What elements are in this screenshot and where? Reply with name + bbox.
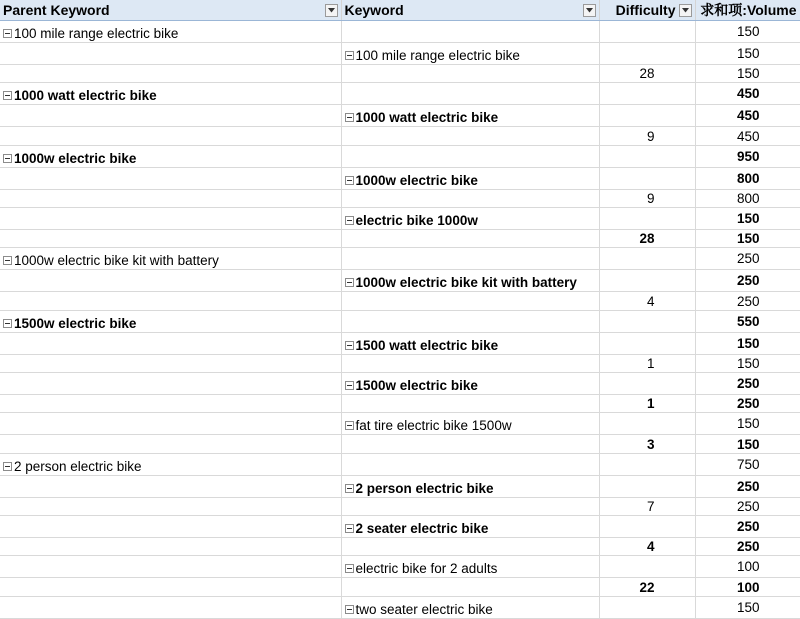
keyword-cell	[341, 332, 599, 354]
keyword-cell	[341, 475, 599, 497]
parent-keyword-cell-content	[3, 150, 136, 167]
keyword-cell	[341, 21, 599, 43]
volume-cell	[695, 596, 800, 618]
keyword-cell	[341, 497, 599, 515]
collapse-toggle-icon[interactable]	[345, 564, 354, 573]
difficulty-cell-content	[647, 436, 655, 453]
keyword-cell	[341, 83, 599, 105]
volume-cell-text: 150	[736, 231, 760, 247]
keyword-cell	[341, 43, 599, 65]
keyword-filter-button[interactable]	[583, 4, 596, 17]
keyword-cell	[341, 65, 599, 83]
volume-cell-text: 800	[736, 170, 760, 186]
difficulty-cell	[599, 21, 695, 43]
difficulty-header-label: Difficulty	[615, 2, 676, 18]
parent-keyword-header-label: Parent Keyword	[3, 2, 110, 18]
collapse-toggle-icon[interactable]	[345, 605, 354, 614]
difficulty-cell	[599, 270, 695, 292]
table-row	[0, 516, 800, 538]
volume-cell-text: 150	[736, 335, 760, 351]
volume-cell-content	[737, 210, 760, 227]
difficulty-cell	[599, 43, 695, 65]
keyword-cell-text: 1500w electric bike	[355, 378, 478, 394]
keyword-cell-content	[345, 337, 499, 354]
table-row	[0, 310, 800, 332]
keyword-cell	[341, 248, 599, 270]
difficulty-header	[599, 0, 695, 21]
parent-keyword-cell	[0, 475, 341, 497]
parent-keyword-cell	[0, 145, 341, 167]
difficulty-cell-content	[639, 230, 654, 247]
collapse-toggle-icon[interactable]	[3, 29, 12, 38]
collapse-toggle-icon[interactable]	[345, 484, 354, 493]
difficulty-cell	[599, 578, 695, 596]
parent-keyword-filter-button[interactable]	[325, 4, 338, 17]
volume-cell-content	[737, 230, 760, 247]
difficulty-cell-content	[647, 538, 655, 555]
table-row	[0, 354, 800, 372]
table-row	[0, 65, 800, 83]
keyword-cell-text: fat tire electric bike 1500w	[355, 418, 512, 434]
volume-cell-content	[737, 45, 760, 62]
keyword-cell-text: electric bike 1000w	[355, 213, 478, 229]
keyword-cell	[341, 578, 599, 596]
difficulty-cell	[599, 354, 695, 372]
table-row	[0, 292, 800, 310]
keyword-cell	[341, 413, 599, 435]
table-row	[0, 270, 800, 292]
volume-cell	[695, 475, 800, 497]
collapse-toggle-icon[interactable]	[345, 176, 354, 185]
volume-cell	[695, 453, 800, 475]
table-row	[0, 556, 800, 578]
table-row	[0, 21, 800, 43]
keyword-cell	[341, 538, 599, 556]
keyword-cell-content	[345, 480, 494, 497]
parent-keyword-cell	[0, 395, 341, 413]
volume-cell-content	[737, 170, 760, 187]
volume-cell-content	[737, 23, 760, 40]
difficulty-cell-text: 1	[646, 355, 655, 371]
collapse-toggle-icon[interactable]	[345, 524, 354, 533]
volume-cell	[695, 435, 800, 453]
difficulty-cell-text: 9	[646, 190, 655, 206]
volume-cell-content	[737, 579, 760, 596]
difficulty-cell	[599, 538, 695, 556]
parent-keyword-cell-content	[3, 315, 136, 332]
volume-cell	[695, 167, 800, 189]
volume-cell-content	[737, 148, 760, 165]
table-row	[0, 230, 800, 248]
volume-cell-text: 250	[736, 498, 760, 514]
collapse-toggle-icon[interactable]	[345, 278, 354, 287]
volume-cell-text: 250	[736, 293, 760, 309]
collapse-toggle-icon[interactable]	[345, 113, 354, 122]
keyword-cell	[341, 189, 599, 207]
parent-keyword-cell	[0, 332, 341, 354]
volume-cell	[695, 248, 800, 270]
table-row	[0, 167, 800, 189]
volume-cell-text: 150	[736, 599, 760, 615]
keyword-cell	[341, 230, 599, 248]
volume-cell-content	[737, 313, 760, 330]
keyword-cell	[341, 373, 599, 395]
volume-cell	[695, 145, 800, 167]
volume-cell-text: 800	[736, 190, 760, 206]
difficulty-cell-text: 7	[646, 498, 655, 514]
parent-keyword-cell	[0, 453, 341, 475]
table-row	[0, 395, 800, 413]
difficulty-cell-text: 28	[639, 66, 655, 82]
difficulty-cell-text: 3	[646, 436, 655, 452]
collapse-toggle-icon[interactable]	[3, 91, 12, 100]
volume-cell-text: 250	[736, 376, 760, 392]
keyword-cell	[341, 105, 599, 127]
volume-cell-text: 250	[736, 539, 760, 555]
keyword-cell-text: two seater electric bike	[355, 601, 493, 617]
volume-cell-text: 150	[736, 355, 760, 371]
parent-keyword-cell-content	[3, 458, 142, 475]
volume-cell	[695, 83, 800, 105]
keyword-cell-content	[345, 560, 498, 577]
table-row	[0, 105, 800, 127]
difficulty-cell-content	[647, 355, 655, 372]
difficulty-cell	[599, 127, 695, 145]
keyword-cell	[341, 310, 599, 332]
volume-cell	[695, 373, 800, 395]
header-row	[0, 0, 800, 21]
difficulty-cell	[599, 145, 695, 167]
keyword-cell	[341, 453, 599, 475]
keyword-cell-text: 100 mile range electric bike	[355, 48, 520, 63]
volume-cell-text: 150	[736, 66, 760, 82]
volume-cell-text: 150	[736, 416, 760, 432]
volume-cell-content	[737, 375, 760, 392]
table-row	[0, 453, 800, 475]
volume-cell	[695, 516, 800, 538]
difficulty-cell	[599, 453, 695, 475]
volume-cell	[695, 578, 800, 596]
volume-cell	[695, 65, 800, 83]
volume-cell-text: 250	[736, 251, 760, 267]
keyword-cell	[341, 596, 599, 618]
parent-keyword-cell-content	[3, 87, 157, 104]
table-row	[0, 578, 800, 596]
difficulty-cell	[599, 497, 695, 515]
volume-cell-content	[737, 85, 760, 102]
parent-keyword-cell	[0, 556, 341, 578]
volume-cell-text: 450	[736, 128, 760, 144]
volume-cell-content	[737, 498, 760, 515]
parent-keyword-cell-text: 1000 watt electric bike	[14, 88, 157, 104]
collapse-toggle-icon[interactable]	[345, 51, 354, 60]
volume-cell	[695, 189, 800, 207]
volume-cell-content	[737, 272, 760, 289]
table-row	[0, 413, 800, 435]
keyword-cell-text: 2 seater electric bike	[355, 521, 489, 537]
volume-cell	[695, 292, 800, 310]
parent-keyword-cell	[0, 167, 341, 189]
difficulty-cell	[599, 83, 695, 105]
volume-cell-content	[737, 478, 760, 495]
keyword-header-label: Keyword	[344, 2, 404, 18]
keyword-cell	[341, 127, 599, 145]
keyword-cell	[341, 435, 599, 453]
difficulty-cell-text: 9	[646, 128, 655, 144]
keyword-cell-content	[345, 47, 520, 64]
parent-keyword-cell	[0, 516, 341, 538]
table-row	[0, 332, 800, 354]
difficulty-filter-button[interactable]	[679, 4, 692, 17]
difficulty-cell	[599, 516, 695, 538]
keyword-cell-content	[345, 377, 478, 394]
collapse-toggle-icon[interactable]	[345, 341, 354, 350]
keyword-cell	[341, 354, 599, 372]
parent-keyword-cell-text: 1000w electric bike	[14, 150, 137, 166]
difficulty-cell	[599, 105, 695, 127]
parent-keyword-cell	[0, 292, 341, 310]
volume-cell	[695, 556, 800, 578]
difficulty-cell	[599, 230, 695, 248]
collapse-toggle-icon[interactable]	[3, 154, 12, 163]
volume-header-label: 求和项:Volume	[700, 2, 797, 18]
volume-cell	[695, 332, 800, 354]
difficulty-cell	[599, 413, 695, 435]
volume-cell-content	[737, 538, 760, 555]
keyword-cell-text: 1000 watt electric bike	[355, 110, 499, 126]
keyword-cell	[341, 292, 599, 310]
table-row	[0, 43, 800, 65]
table-row	[0, 83, 800, 105]
parent-keyword-cell	[0, 105, 341, 127]
collapse-toggle-icon[interactable]	[345, 216, 354, 225]
volume-cell-content	[737, 65, 760, 82]
volume-cell-content	[737, 395, 760, 412]
parent-keyword-cell	[0, 270, 341, 292]
keyword-cell	[341, 208, 599, 230]
volume-cell-content	[737, 250, 760, 267]
table-row	[0, 497, 800, 515]
difficulty-cell-content	[647, 395, 655, 412]
keyword-cell	[341, 516, 599, 538]
volume-cell-text: 100	[736, 559, 760, 575]
volume-cell-text: 250	[736, 478, 760, 494]
volume-cell	[695, 105, 800, 127]
volume-cell-text: 250	[736, 519, 760, 535]
parent-keyword-cell	[0, 248, 341, 270]
parent-keyword-cell	[0, 354, 341, 372]
difficulty-cell	[599, 167, 695, 189]
volume-cell-content	[737, 415, 760, 432]
parent-keyword-cell-text: 100 mile range electric bike	[14, 26, 179, 41]
parent-keyword-header	[0, 0, 341, 21]
difficulty-cell	[599, 292, 695, 310]
table-row	[0, 145, 800, 167]
difficulty-cell	[599, 65, 695, 83]
volume-cell-content	[737, 107, 760, 124]
keyword-cell-content	[345, 417, 512, 434]
volume-cell-text: 150	[736, 211, 760, 227]
difficulty-cell	[599, 189, 695, 207]
volume-cell-content	[737, 558, 760, 575]
volume-cell	[695, 413, 800, 435]
volume-cell-text: 250	[736, 273, 760, 289]
parent-keyword-cell	[0, 413, 341, 435]
parent-keyword-cell	[0, 43, 341, 65]
volume-cell-text: 150	[736, 24, 760, 39]
volume-cell-content	[737, 456, 760, 473]
collapse-toggle-icon[interactable]	[3, 462, 12, 471]
difficulty-cell-content	[647, 498, 655, 515]
volume-cell-content	[737, 518, 760, 535]
table-row	[0, 127, 800, 145]
keyword-cell	[341, 395, 599, 413]
volume-cell	[695, 538, 800, 556]
volume-cell-text: 450	[736, 108, 760, 124]
keyword-cell-content	[345, 274, 577, 291]
keyword-header	[341, 0, 599, 21]
parent-keyword-cell-content	[3, 252, 219, 269]
keyword-cell-text: 1500 watt electric bike	[355, 337, 499, 353]
table-row	[0, 538, 800, 556]
volume-cell	[695, 395, 800, 413]
parent-keyword-cell	[0, 65, 341, 83]
difficulty-cell-content	[639, 65, 654, 82]
volume-cell-text: 150	[736, 46, 760, 61]
table-row	[0, 208, 800, 230]
keyword-cell-text: 1000w electric bike	[355, 172, 478, 188]
difficulty-cell-text: 22	[639, 579, 655, 595]
parent-keyword-cell	[0, 21, 341, 43]
keyword-cell-content	[345, 212, 478, 229]
parent-keyword-cell	[0, 230, 341, 248]
volume-cell	[695, 310, 800, 332]
volume-cell	[695, 127, 800, 145]
table-body	[0, 21, 800, 619]
volume-cell-text: 100	[736, 579, 760, 595]
table-row	[0, 373, 800, 395]
parent-keyword-cell	[0, 83, 341, 105]
collapse-toggle-icon[interactable]	[345, 381, 354, 390]
volume-cell-text: 950	[736, 148, 760, 164]
difficulty-cell-content	[639, 579, 654, 596]
volume-cell	[695, 208, 800, 230]
difficulty-cell-content	[647, 293, 655, 310]
volume-cell	[695, 354, 800, 372]
volume-cell-text: 250	[736, 396, 760, 412]
volume-cell-content	[737, 599, 760, 616]
difficulty-cell-text: 28	[639, 231, 655, 247]
keyword-cell-text: 2 person electric bike	[355, 480, 494, 496]
volume-cell	[695, 43, 800, 65]
table-row	[0, 189, 800, 207]
volume-cell-content	[737, 128, 760, 145]
table-row	[0, 248, 800, 270]
collapse-toggle-icon[interactable]	[3, 256, 12, 265]
chevron-down-icon	[586, 8, 593, 13]
parent-keyword-cell-text: 2 person electric bike	[14, 458, 142, 474]
difficulty-cell	[599, 596, 695, 618]
volume-cell	[695, 497, 800, 515]
keyword-cell	[341, 556, 599, 578]
table-row	[0, 435, 800, 453]
collapse-toggle-icon[interactable]	[345, 421, 354, 430]
parent-keyword-cell-text: 1000w electric bike kit with battery	[14, 253, 219, 269]
chevron-down-icon	[682, 8, 689, 13]
volume-cell-text: 450	[736, 86, 760, 102]
parent-keyword-cell	[0, 497, 341, 515]
difficulty-cell	[599, 208, 695, 230]
difficulty-cell-text: 4	[646, 293, 655, 309]
parent-keyword-cell	[0, 578, 341, 596]
keyword-cell-content	[345, 172, 478, 189]
keyword-cell	[341, 145, 599, 167]
parent-keyword-cell-text: 1500w electric bike	[14, 315, 137, 331]
keyword-cell	[341, 167, 599, 189]
keyword-cell-text: electric bike for 2 adults	[355, 561, 498, 577]
parent-keyword-cell	[0, 310, 341, 332]
difficulty-cell	[599, 248, 695, 270]
difficulty-cell	[599, 435, 695, 453]
parent-keyword-cell	[0, 435, 341, 453]
volume-cell-content	[737, 190, 760, 207]
volume-cell-text: 550	[736, 313, 760, 329]
parent-keyword-cell	[0, 208, 341, 230]
difficulty-cell	[599, 373, 695, 395]
table-row	[0, 596, 800, 618]
keyword-cell-content	[345, 109, 499, 126]
volume-cell-text: 750	[736, 456, 760, 472]
volume-cell	[695, 21, 800, 43]
difficulty-cell	[599, 556, 695, 578]
difficulty-cell-content	[647, 190, 655, 207]
difficulty-cell	[599, 332, 695, 354]
difficulty-cell-text: 4	[646, 539, 655, 555]
difficulty-cell-content	[647, 128, 655, 145]
volume-cell-content	[737, 355, 760, 372]
difficulty-cell	[599, 395, 695, 413]
difficulty-cell	[599, 310, 695, 332]
difficulty-cell-text: 1	[646, 396, 655, 412]
table-row	[0, 475, 800, 497]
parent-keyword-cell	[0, 373, 341, 395]
volume-cell	[695, 230, 800, 248]
keyword-cell-text: 1000w electric bike kit with battery	[355, 275, 577, 291]
difficulty-cell	[599, 475, 695, 497]
chevron-down-icon	[328, 8, 335, 13]
volume-cell-content	[737, 436, 760, 453]
parent-keyword-cell	[0, 127, 341, 145]
keyword-cell	[341, 270, 599, 292]
parent-keyword-cell	[0, 189, 341, 207]
volume-header	[695, 0, 800, 21]
parent-keyword-cell-content	[3, 25, 178, 42]
volume-cell-content	[737, 335, 760, 352]
collapse-toggle-icon[interactable]	[3, 319, 12, 328]
volume-cell-content	[737, 293, 760, 310]
keyword-cell-content	[345, 601, 493, 618]
keyword-cell-content	[345, 520, 489, 537]
volume-cell-text: 150	[736, 436, 760, 452]
parent-keyword-cell	[0, 596, 341, 618]
parent-keyword-cell	[0, 538, 341, 556]
volume-cell	[695, 270, 800, 292]
